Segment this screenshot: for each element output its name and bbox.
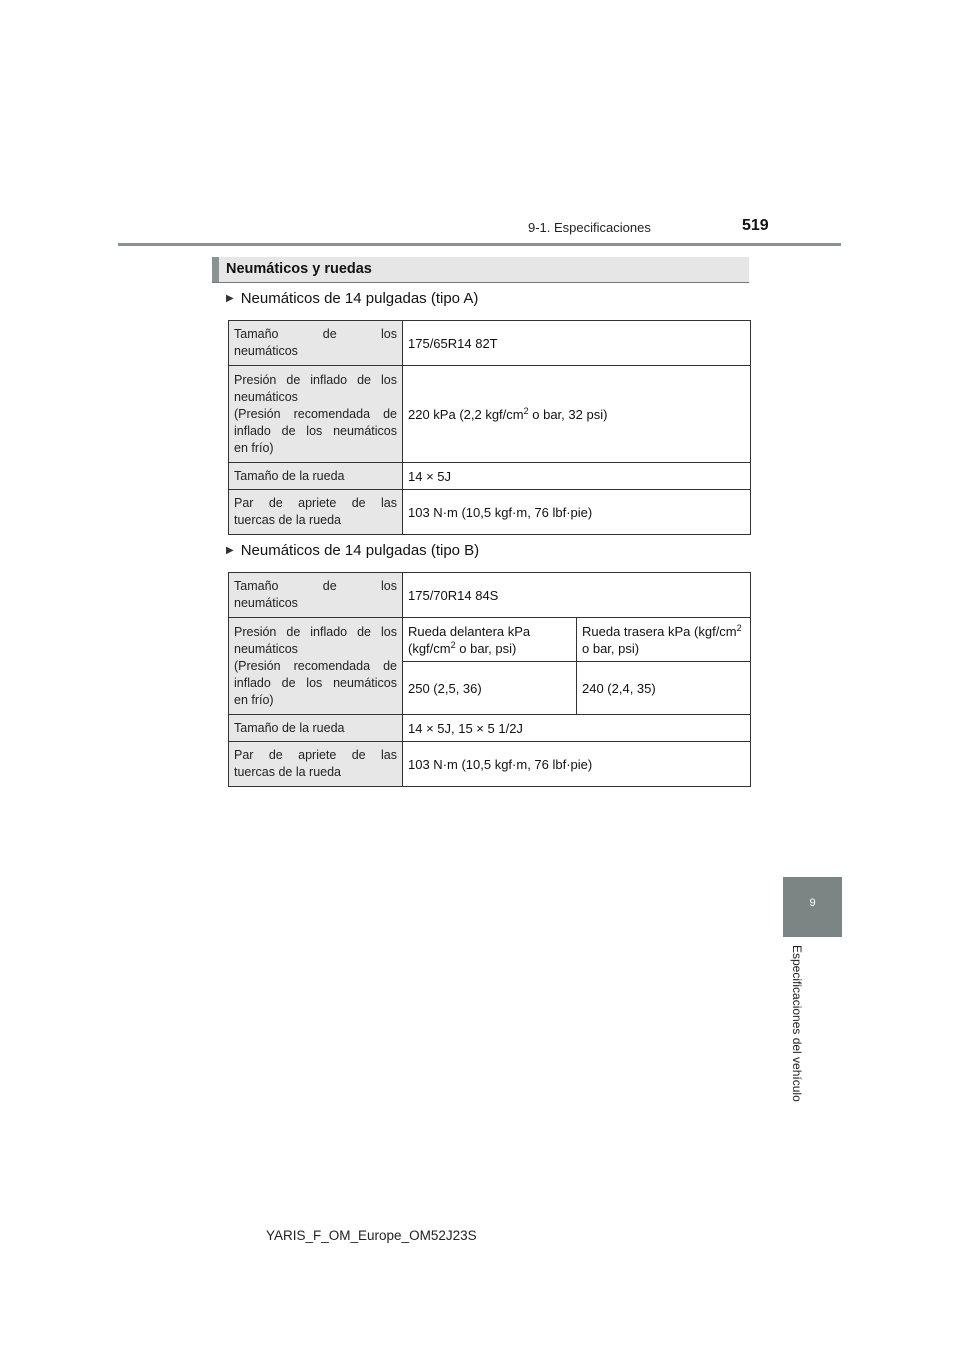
section-heading-title: Neumáticos y ruedas bbox=[226, 261, 372, 277]
inflation-pressure-label: Presión de inflado de los neumáticos (Presión recomendada de inflado de los neumáticos en frío) bbox=[229, 618, 403, 715]
section-heading bbox=[212, 257, 749, 283]
table-row bbox=[229, 490, 751, 535]
header-divider bbox=[118, 243, 841, 246]
tire-b-heading bbox=[226, 542, 479, 559]
rear-wheel-header: Rueda trasera kPa ($kgf/cm^2$ o bar, psi) bbox=[577, 618, 751, 662]
table-row bbox=[229, 463, 751, 490]
tire-size-label: Tamaño de los neumáticos bbox=[229, 321, 403, 366]
tire-a-heading bbox=[226, 290, 478, 307]
tire-b-heading-text: Neumáticos de 14 pulgadas (tipo B) bbox=[240, 542, 480, 559]
triangle-bullet-icon: ▶ bbox=[226, 293, 234, 304]
table-row bbox=[229, 573, 751, 618]
tire-size-value: 175/70R14 84S bbox=[403, 573, 751, 618]
tire-b-spec-table bbox=[228, 572, 751, 787]
running-header-section: 9-1. Especificaciones bbox=[528, 220, 651, 235]
table-row bbox=[229, 366, 751, 463]
wheel-size-label: Tamaño de la rueda bbox=[229, 715, 403, 742]
front-pressure-value: 250 (2,5, 36) bbox=[403, 662, 577, 715]
tire-a-heading-text: Neumáticos de 14 pulgadas (tipo A) bbox=[240, 290, 479, 307]
triangle-bullet-icon: ▶ bbox=[226, 545, 234, 556]
wheel-size-value: 14 × 5J, 15 × 5 1/2J bbox=[403, 715, 751, 742]
tire-size-label: Tamaño de los neumáticos bbox=[229, 573, 403, 618]
section-heading-marker bbox=[212, 257, 219, 282]
rear-pressure-value: 240 (2,4, 35) bbox=[577, 662, 751, 715]
chapter-side-label: Especificaciones del vehículo bbox=[790, 945, 804, 1102]
table-row bbox=[229, 321, 751, 366]
table-row bbox=[229, 715, 751, 742]
nut-torque-label: Par de apriete de las tuercas de la rueda bbox=[229, 490, 403, 535]
nut-torque-value: 103 N·m (10,5 kgf·m, 76 lbf·pie) bbox=[403, 742, 751, 787]
nut-torque-label: Par de apriete de las tuercas de la rueda bbox=[229, 742, 403, 787]
tire-a-spec-table bbox=[228, 320, 751, 535]
front-wheel-header: Rueda delantera kPa ($kgf/cm^2$ o bar, psi) bbox=[403, 618, 577, 662]
page-number: 519 bbox=[742, 217, 769, 234]
wheel-size-label: Tamaño de la rueda bbox=[229, 463, 403, 490]
chapter-tab bbox=[783, 877, 842, 937]
document-footer-code: YARIS_F_OM_Europe_OM52J23S bbox=[266, 1228, 477, 1243]
inflation-pressure-value: 220 kPa (2,2 kgf/$cm^2$ o bar, 32 psi) bbox=[403, 366, 751, 463]
chapter-number: 9 bbox=[809, 897, 816, 909]
wheel-size-value: 14 × 5J bbox=[403, 463, 751, 490]
table-row bbox=[229, 742, 751, 787]
table-row bbox=[229, 618, 751, 662]
inflation-pressure-label: Presión de inflado de los neumáticos (Presión recomendada de inflado de los neumáticos en frío) bbox=[229, 366, 403, 463]
nut-torque-value: 103 N·m (10,5 kgf·m, 76 lbf·pie) bbox=[403, 490, 751, 535]
tire-size-value: 175/65R14 82T bbox=[403, 321, 751, 366]
